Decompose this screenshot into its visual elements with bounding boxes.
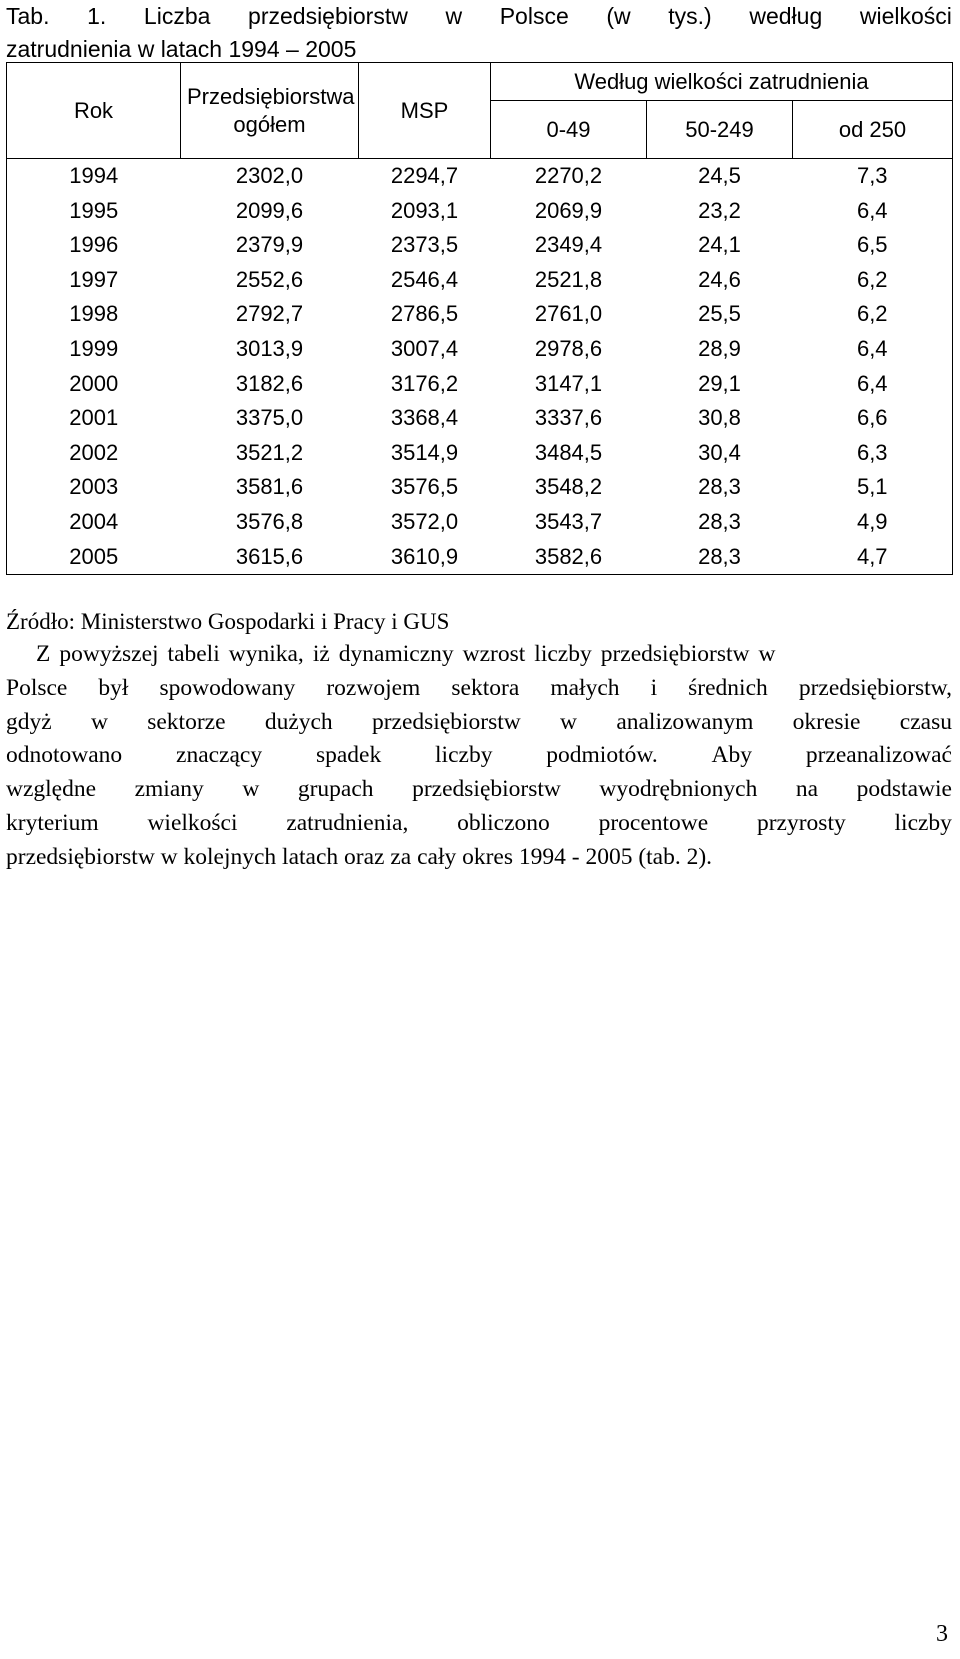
paragraph-word: obliczono — [457, 809, 550, 836]
cell-ogolem: 3576,8 — [235, 508, 304, 534]
table-row — [7, 470, 953, 505]
paragraph-word: średnich — [688, 674, 768, 701]
caption-word: (w — [606, 3, 631, 29]
table-row — [7, 159, 953, 194]
paragraph-word: liczby — [894, 809, 952, 836]
cell-0-49: 2521,8 — [534, 266, 603, 292]
body-paragraph — [6, 638, 952, 875]
table-row — [7, 367, 953, 402]
cell-od-250: 6,4 — [793, 367, 953, 402]
cell-year: 1996 — [7, 228, 181, 263]
paragraph-word: przedsiębiorstw — [600, 641, 750, 667]
caption-word: tys.) — [668, 3, 712, 29]
table-row — [7, 263, 953, 298]
cell-0-49: 2761,0 — [534, 301, 603, 327]
paragraph-line — [6, 706, 952, 740]
paragraph-word: przyrosty — [756, 809, 846, 836]
cell-msp: 2546,4 — [390, 266, 459, 292]
paragraph-word: spowodowany — [159, 674, 296, 701]
cell-0-49: 3147,1 — [534, 370, 603, 396]
cell-msp: 2093,1 — [390, 197, 459, 223]
cell-ogolem: 2302,0 — [235, 163, 304, 188]
header-group: Według wielkości zatrudnienia — [491, 63, 953, 101]
paragraph-word: na — [795, 776, 819, 803]
paragraph-word: zmiany — [134, 776, 204, 803]
table-row — [7, 332, 953, 367]
paragraph-word: czasu — [899, 708, 952, 735]
header-rok: Rok — [7, 63, 181, 159]
cell-0-49: 2978,6 — [534, 335, 603, 361]
paragraph-word: powyższej — [59, 641, 159, 667]
cell-year: 1998 — [7, 297, 181, 332]
paragraph-word: sektora — [451, 674, 520, 701]
cell-ogolem: 3182,6 — [235, 370, 304, 396]
paragraph-word: dużych — [264, 708, 333, 735]
cell-msp: 2294,7 — [390, 163, 459, 188]
paragraph-word: przedsiębiorstw, — [798, 674, 952, 701]
cell-od-250: 6,4 — [793, 194, 953, 229]
cell-ogolem: 3521,2 — [235, 439, 304, 465]
paragraph-word: przedsiębiorstw — [371, 708, 521, 735]
paragraph-word: wzrost — [462, 641, 526, 667]
paragraph-word: okresie — [792, 708, 861, 735]
cell-od-250: 4,9 — [793, 505, 953, 540]
paragraph-word: Aby — [711, 742, 753, 769]
cell-year: 1994 — [7, 159, 181, 194]
cell-year: 1997 — [7, 263, 181, 298]
caption-word: Liczba — [143, 3, 211, 29]
cell-50-249: 25,5 — [698, 301, 741, 327]
paragraph-word: wyodrębnionych — [599, 776, 758, 803]
cell-50-249: 23,2 — [698, 197, 741, 223]
cell-ogolem: 3375,0 — [235, 405, 304, 431]
paragraph-word: zatrudnienia, — [286, 809, 409, 836]
paragraph-word: w — [90, 708, 108, 735]
cell-year: 1999 — [7, 332, 181, 367]
table-row — [7, 297, 953, 332]
caption-line-1 — [6, 0, 952, 33]
enterprises-table — [6, 62, 953, 575]
paragraph-line — [6, 638, 952, 672]
paragraph-word: tabeli — [167, 641, 220, 667]
cell-od-250: 6,2 — [793, 297, 953, 332]
table-row — [7, 194, 953, 229]
header-ogolem: Przedsiębiorstwa ogółem — [181, 63, 359, 159]
cell-ogolem: 2792,7 — [235, 301, 304, 327]
cell-ogolem: 2552,6 — [235, 266, 304, 292]
cell-msp: 2373,5 — [390, 232, 459, 258]
cell-od-250: 6,6 — [793, 401, 953, 436]
cell-50-249: 24,6 — [698, 266, 741, 292]
paragraph-line — [6, 672, 952, 706]
paragraph-word: odnotowano — [6, 742, 123, 769]
paragraph-word: podmiotów. — [546, 742, 658, 769]
cell-50-249: 24,1 — [698, 232, 741, 258]
paragraph-word: małych — [550, 674, 620, 701]
caption-word: przedsiębiorstw — [248, 3, 408, 29]
cell-50-249: 28,9 — [698, 335, 741, 361]
cell-year: 2000 — [7, 367, 181, 402]
cell-year: 1995 — [7, 194, 181, 229]
table-body — [7, 159, 953, 575]
cell-od-250: 4,7 — [793, 540, 953, 575]
cell-ogolem: 2379,9 — [235, 232, 304, 258]
paragraph-word: iż — [312, 641, 330, 667]
paragraph-word: w — [560, 708, 578, 735]
paragraph-word: przeanalizować — [805, 742, 952, 769]
caption-line-2: zatrudnienia w latach 1994 – 2005 — [6, 36, 357, 62]
paragraph-word: spadek — [315, 742, 382, 769]
cell-year: 2002 — [7, 436, 181, 471]
header-msp: MSP — [359, 63, 491, 159]
paragraph-word: wielkości — [147, 809, 238, 836]
cell-msp: 3576,5 — [390, 474, 459, 500]
caption-word: Tab. — [6, 3, 50, 29]
cell-0-49: 2069,9 — [534, 197, 603, 223]
header-sub-od-250: od 250 — [793, 101, 953, 159]
cell-year: 2003 — [7, 470, 181, 505]
caption-word: Polsce — [499, 3, 569, 29]
paragraph-word: sektorze — [147, 708, 226, 735]
paragraph-word: gdyż — [6, 708, 52, 735]
caption-word: 1. — [87, 3, 107, 29]
cell-50-249: 28,3 — [698, 508, 741, 534]
cell-msp: 3572,0 — [390, 508, 459, 534]
paragraph-word: rozwojem — [326, 674, 421, 701]
table-row — [7, 401, 953, 436]
paragraph-word: liczby — [435, 742, 493, 769]
cell-msp: 3176,2 — [390, 370, 459, 396]
cell-od-250: 7,3 — [793, 159, 953, 194]
paragraph-word: podstawie — [856, 776, 952, 803]
paragraph-line: przedsiębiorstw w kolejnych latach oraz za cały okres 1994 - 2005 (tab. 2). — [6, 843, 713, 870]
cell-0-49: 3337,6 — [534, 405, 603, 431]
paragraph-word: procentowe — [598, 809, 709, 836]
paragraph-word: liczby — [534, 641, 592, 667]
cell-50-249: 28,3 — [647, 540, 793, 575]
cell-msp: 3368,4 — [390, 405, 459, 431]
table-row — [7, 228, 953, 263]
paragraph-word: w — [242, 776, 260, 803]
table-caption — [6, 0, 952, 66]
cell-ogolem: 3581,6 — [235, 474, 304, 500]
cell-50-249: 30,4 — [698, 439, 741, 465]
cell-0-49: 2270,2 — [534, 163, 603, 188]
cell-od-250: 6,5 — [793, 228, 953, 263]
cell-0-49: 3548,2 — [534, 474, 603, 500]
paragraph-word: dynamiczny — [338, 641, 454, 667]
cell-ogolem: 3013,9 — [235, 335, 304, 361]
cell-year: 2005 — [7, 540, 181, 575]
paragraph-word: analizowanym — [616, 708, 754, 735]
cell-msp: 3610,9 — [359, 540, 491, 575]
cell-od-250: 5,1 — [793, 470, 953, 505]
paragraph-word: był — [98, 674, 129, 701]
cell-msp: 3007,4 — [390, 335, 459, 361]
cell-50-249: 30,8 — [698, 405, 741, 431]
paragraph-word: względne — [6, 776, 97, 803]
table-row — [7, 436, 953, 471]
page-number: 3 — [936, 1621, 948, 1647]
cell-ogolem: 3615,6 — [181, 540, 359, 575]
paragraph-word: wynika, — [228, 641, 304, 667]
paragraph-line — [6, 739, 952, 773]
paragraph-word: kryterium — [6, 809, 99, 836]
cell-0-49: 2349,4 — [534, 232, 603, 258]
cell-0-49: 3582,6 — [491, 540, 647, 575]
cell-50-249: 29,1 — [698, 370, 741, 396]
paragraph-word: przedsiębiorstw — [412, 776, 561, 803]
header-sub-0-49: 0-49 — [491, 101, 647, 159]
paragraph-line — [6, 773, 952, 807]
cell-0-49: 3484,5 — [534, 439, 603, 465]
cell-msp: 3514,9 — [390, 439, 459, 465]
table-source: Źródło: Ministerstwo Gospodarki i Pracy i GUS — [6, 609, 450, 634]
header-sub-50-249: 50-249 — [647, 101, 793, 159]
cell-year: 2004 — [7, 505, 181, 540]
cell-ogolem: 2099,6 — [235, 197, 304, 223]
paragraph-word: Polsce — [6, 674, 68, 701]
paragraph-word: grupach — [297, 776, 374, 803]
paragraph-word: znaczący — [176, 742, 263, 769]
cell-50-249: 24,5 — [698, 163, 741, 188]
cell-0-49: 3543,7 — [534, 508, 603, 534]
cell-year: 2001 — [7, 401, 181, 436]
cell-od-250: 6,3 — [793, 436, 953, 471]
paragraph-line — [6, 807, 952, 841]
cell-50-249: 28,3 — [698, 474, 741, 500]
cell-msp: 2786,5 — [390, 301, 459, 327]
paragraph-word: w — [758, 641, 776, 667]
paragraph-word: Z — [36, 641, 51, 667]
caption-word: według — [749, 3, 823, 29]
cell-od-250: 6,4 — [793, 332, 953, 367]
caption-word: wielkości — [859, 3, 952, 29]
caption-word: w — [445, 3, 463, 29]
paragraph-word: i — [650, 674, 658, 701]
cell-od-250: 6,2 — [793, 263, 953, 298]
table-row — [7, 505, 953, 540]
table-row — [7, 540, 953, 575]
